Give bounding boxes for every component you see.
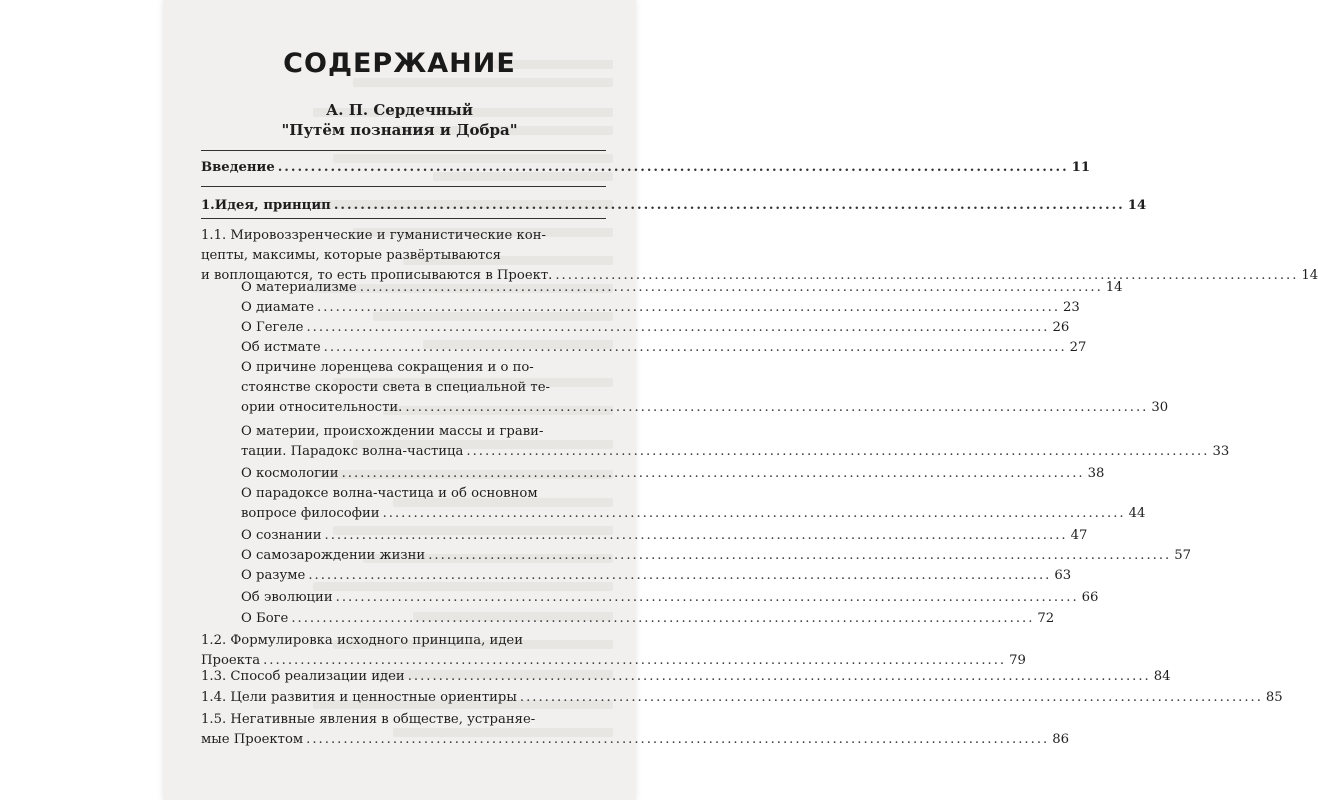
author-name: А. П. Сердечный [326,101,473,119]
dot-leader: ........................................................................................................................ [324,528,1068,543]
toc-entry-text: и воплощаются, то есть прописываются в Проект. [201,268,553,283]
toc-entry-text: О материи, происхождении массы и грави- [241,424,544,439]
toc-entry-text: Об эволюции [241,590,333,605]
toc-entry [201,667,1171,687]
toc-entry [241,464,1105,484]
book-title: "Путём познания и Добра" [281,121,518,139]
dot-leader: ........................................................................................................................ [466,444,1210,459]
toc-entry-text: Проекта [201,653,261,668]
toc-entry-text: 1.3. Способ реализации идеи [201,669,405,684]
toc-entry-text: О космологии [241,466,339,481]
dot-leader: ........................................................................................................................ [359,280,1103,295]
page-number: 27 [1069,340,1087,355]
page-number: 72 [1037,611,1055,626]
page-number: 33 [1212,444,1230,459]
toc-entry [201,226,1318,286]
toc-entry [241,298,1080,318]
toc-entry [241,484,1146,524]
toc-entry-text: Об истмате [241,340,321,355]
toc-entry-text: мые Проектом [201,732,304,747]
toc-entry [241,566,1072,586]
toc-entry [241,526,1088,546]
page-number: 86 [1052,732,1069,747]
toc-entry-text: ории относительности. [241,400,403,415]
page-number: 57 [1174,548,1192,563]
dot-leader: ........................................................................................................................ [306,732,1050,747]
book-page [163,0,1318,800]
toc-entry [241,588,1099,608]
toc-entry [241,278,1123,298]
dot-leader: ........................................................................................................................ [277,160,1069,175]
dot-leader: ........................................................................................................................ [428,548,1172,563]
page-number: 14 [1301,268,1318,283]
dot-leader: ........................................................................................................................ [519,690,1263,705]
page-number: 14 [1105,280,1123,295]
page-number: 23 [1063,300,1080,315]
toc-entry [241,546,1192,566]
toc-entry-text: О самозарождении жизни [241,548,426,563]
toc-entry-text: 1.1. Мировоззренческие и гуманистические кон- [201,228,546,243]
dot-leader: ........................................................................................................................ [335,590,1079,605]
divider-middle [201,186,606,187]
toc-entry-text: О причине лоренцева сокращения и о по- [241,360,534,375]
dot-leader: ........................................................................................................................ [317,300,1061,315]
toc-entry-text: тации. Парадокс волна-частица [241,444,464,459]
toc-entry-text: 1.5. Негативные явления в обществе, устраняе- [201,712,536,727]
page-number: 63 [1054,568,1072,583]
toc-entry-text: О Боге [241,611,289,626]
dot-leader: ........................................................................................................................ [263,653,1007,668]
toc-entry-text: 1.Идея, принцип [201,198,331,213]
dot-leader: ........................................................................................................................ [306,320,1050,335]
toc-entry [241,422,1230,462]
dot-leader: ........................................................................................................................ [405,400,1149,415]
toc-entry-text: 1.4. Цели развития и ценностные ориентиры [201,690,517,705]
toc-entry-text: цепты, максимы, которые развёртываются [201,248,502,263]
page-number: 66 [1081,590,1099,605]
dot-leader: ........................................................................................................................ [333,198,1125,213]
page-number: 79 [1009,653,1026,668]
page-number: 30 [1151,400,1169,415]
toc-entry-text: Введение [201,160,275,175]
dot-leader: ........................................................................................................................ [555,268,1299,283]
page-number: 26 [1052,320,1070,335]
page-number: 14 [1127,198,1147,213]
page-number: 85 [1265,690,1283,705]
toc-entry-text: О материализме [241,280,357,295]
divider-top [201,150,606,151]
bleed-through-line [353,78,613,87]
page-number: 38 [1087,466,1105,481]
toc-entry [201,710,1069,750]
page-title: СОДЕРЖАНИЕ [283,48,516,79]
toc-entry [241,609,1055,629]
dot-leader: ........................................................................................................................ [407,669,1151,684]
divider-bottom [201,218,606,219]
toc-entry-text: О разуме [241,568,306,583]
toc-entry-text: 1.2. Формулировка исходного принципа, идеи [201,633,524,648]
toc-entry-text: вопросе философии [241,506,380,521]
toc-entry [241,338,1087,358]
page-number: 11 [1071,160,1091,175]
toc-entry [201,631,1026,671]
page-number: 44 [1128,506,1146,521]
toc-entry-text: О парадоксе волна-частица и об основном [241,486,538,501]
toc-entry-text: О диамате [241,300,314,315]
page-number: 47 [1070,528,1088,543]
toc-entry [201,196,1147,216]
dot-leader: ........................................................................................................................ [382,506,1126,521]
dot-leader: ........................................................................................................................ [341,466,1085,481]
toc-entry-text: О Гегеле [241,320,304,335]
toc-entry [201,688,1283,708]
toc-entry [241,318,1070,338]
dot-leader: ........................................................................................................................ [291,611,1035,626]
page-number: 84 [1153,669,1171,684]
toc-entry-text: О сознании [241,528,322,543]
dot-leader: ........................................................................................................................ [308,568,1052,583]
dot-leader: ........................................................................................................................ [323,340,1067,355]
toc-entry [241,358,1169,418]
toc-entry-text: стоянстве скорости света в специальной те- [241,380,550,395]
toc-entry [201,158,1091,178]
